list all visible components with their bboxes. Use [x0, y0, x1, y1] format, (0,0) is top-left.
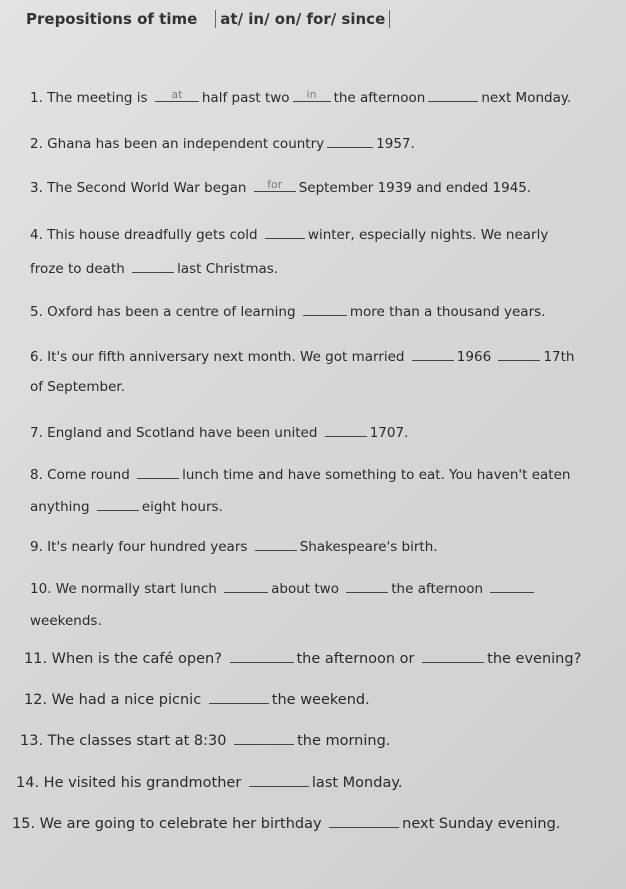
sentence-text: 1966 — [456, 349, 496, 365]
exercise-line — [30, 498, 223, 516]
exercise-line — [30, 303, 545, 321]
answer-blank[interactable] — [265, 226, 305, 239]
sentence-text: 1707. — [369, 425, 409, 441]
sentence-text: 14. He visited his grandmother — [16, 775, 246, 791]
answer-blank[interactable] — [230, 650, 294, 663]
handwritten-answer: for — [267, 178, 283, 191]
sentence-text: 1957. — [376, 136, 415, 152]
sentence-text: the afternoon — [333, 90, 426, 106]
sentence-text: anything — [30, 499, 94, 515]
answer-blank[interactable] — [224, 580, 268, 593]
answer-blank[interactable] — [490, 580, 534, 593]
exercise-line — [24, 691, 370, 709]
answer-blank[interactable] — [97, 498, 139, 511]
answer-blank[interactable] — [132, 260, 174, 273]
answer-blank[interactable] — [325, 424, 367, 437]
sentence-text: 5. Oxford has been a centre of learning — [30, 304, 300, 320]
sentence-text: the morning. — [297, 733, 391, 749]
exercise-line — [30, 348, 574, 366]
sentence-text: 1. The meeting is — [30, 90, 152, 106]
exercise-line — [30, 612, 102, 630]
worksheet-title — [26, 10, 390, 28]
sentence-text: September 1939 and ended 1945. — [298, 180, 532, 196]
sentence-text: 13. The classes start at 8:30 — [20, 733, 232, 749]
sentence-text: 15. We are going to celebrate her birthday — [12, 816, 327, 832]
answer-blank[interactable] — [209, 691, 269, 704]
exercise-line — [20, 732, 390, 750]
sentence-text: last Monday. — [311, 775, 403, 791]
sentence-text: the afternoon or — [296, 651, 420, 667]
exercise-line — [30, 378, 125, 396]
exercise-line — [30, 580, 537, 598]
sentence-text: last Christmas. — [177, 261, 279, 277]
sentence-text: 2. Ghana has been an independent country — [30, 136, 325, 152]
exercise-line — [12, 815, 560, 833]
sentence-text: the weekend. — [271, 692, 370, 708]
sentence-text: next Monday. — [481, 90, 572, 106]
sentence-text: 3. The Second World War began — [30, 180, 251, 196]
answer-blank[interactable] — [412, 348, 454, 361]
handwritten-answer: in — [306, 88, 317, 101]
answer-blank[interactable] — [498, 348, 540, 361]
answer-blank[interactable] — [327, 135, 373, 148]
sentence-text: 6. It's our fifth anniversary next month. We got married — [30, 349, 409, 365]
sentence-text: about two — [271, 581, 344, 597]
answer-blank[interactable] — [346, 580, 388, 593]
sentence-text: 8. Come round — [30, 467, 135, 483]
exercise-line — [30, 424, 408, 442]
sentence-text: 7. England and Scotland have been united — [30, 425, 322, 441]
answer-blank[interactable] — [255, 538, 297, 551]
answer-blank[interactable] — [254, 179, 296, 192]
exercise-line — [24, 650, 581, 668]
exercise-line — [30, 226, 548, 244]
answer-blank[interactable] — [428, 89, 478, 102]
exercise-line — [30, 89, 571, 107]
preposition-options: at/ in/ on/ for/ since — [215, 10, 390, 28]
handwritten-answer: at — [171, 88, 183, 101]
sentence-text: the evening? — [487, 651, 582, 667]
answer-blank[interactable] — [234, 732, 294, 745]
answer-blank[interactable] — [422, 650, 484, 663]
sentence-text: weekends. — [30, 613, 102, 629]
answer-blank[interactable] — [155, 89, 199, 102]
sentence-text: froze to death — [30, 261, 130, 277]
sentence-text: next Sunday evening. — [402, 816, 561, 832]
exercise-line — [30, 179, 531, 197]
sentence-text: 10. We normally start lunch — [30, 581, 222, 597]
exercise-line — [16, 774, 402, 792]
sentence-text: more than a thousand years. — [349, 304, 546, 320]
sentence-text: eight hours. — [141, 499, 223, 515]
exercise-line — [30, 538, 438, 556]
sentence-text: the afternoon — [391, 581, 488, 597]
exercise-line — [30, 466, 570, 484]
exercise-line — [30, 260, 278, 278]
exercise-line — [30, 135, 415, 153]
sentence-text: Shakespeare's birth. — [299, 539, 438, 555]
sentence-text: 9. It's nearly four hundred years — [30, 539, 252, 555]
answer-blank[interactable] — [293, 89, 331, 102]
sentence-text: lunch time and have something to eat. You haven't eaten — [182, 467, 571, 483]
answer-blank[interactable] — [303, 303, 347, 316]
answer-blank[interactable] — [137, 466, 179, 479]
sentence-text: of September. — [30, 379, 125, 395]
answer-blank[interactable] — [329, 815, 399, 828]
sentence-text: half past two — [201, 90, 290, 106]
sentence-text: 4. This house dreadfully gets cold — [30, 227, 262, 243]
sentence-text: 17th — [543, 349, 575, 365]
title-text: Prepositions of time — [26, 10, 198, 28]
sentence-text: 11. When is the café open? — [24, 651, 227, 667]
answer-blank[interactable] — [249, 774, 309, 787]
sentence-text: 12. We had a nice picnic — [24, 692, 206, 708]
sentence-text: winter, especially nights. We nearly — [307, 227, 549, 243]
